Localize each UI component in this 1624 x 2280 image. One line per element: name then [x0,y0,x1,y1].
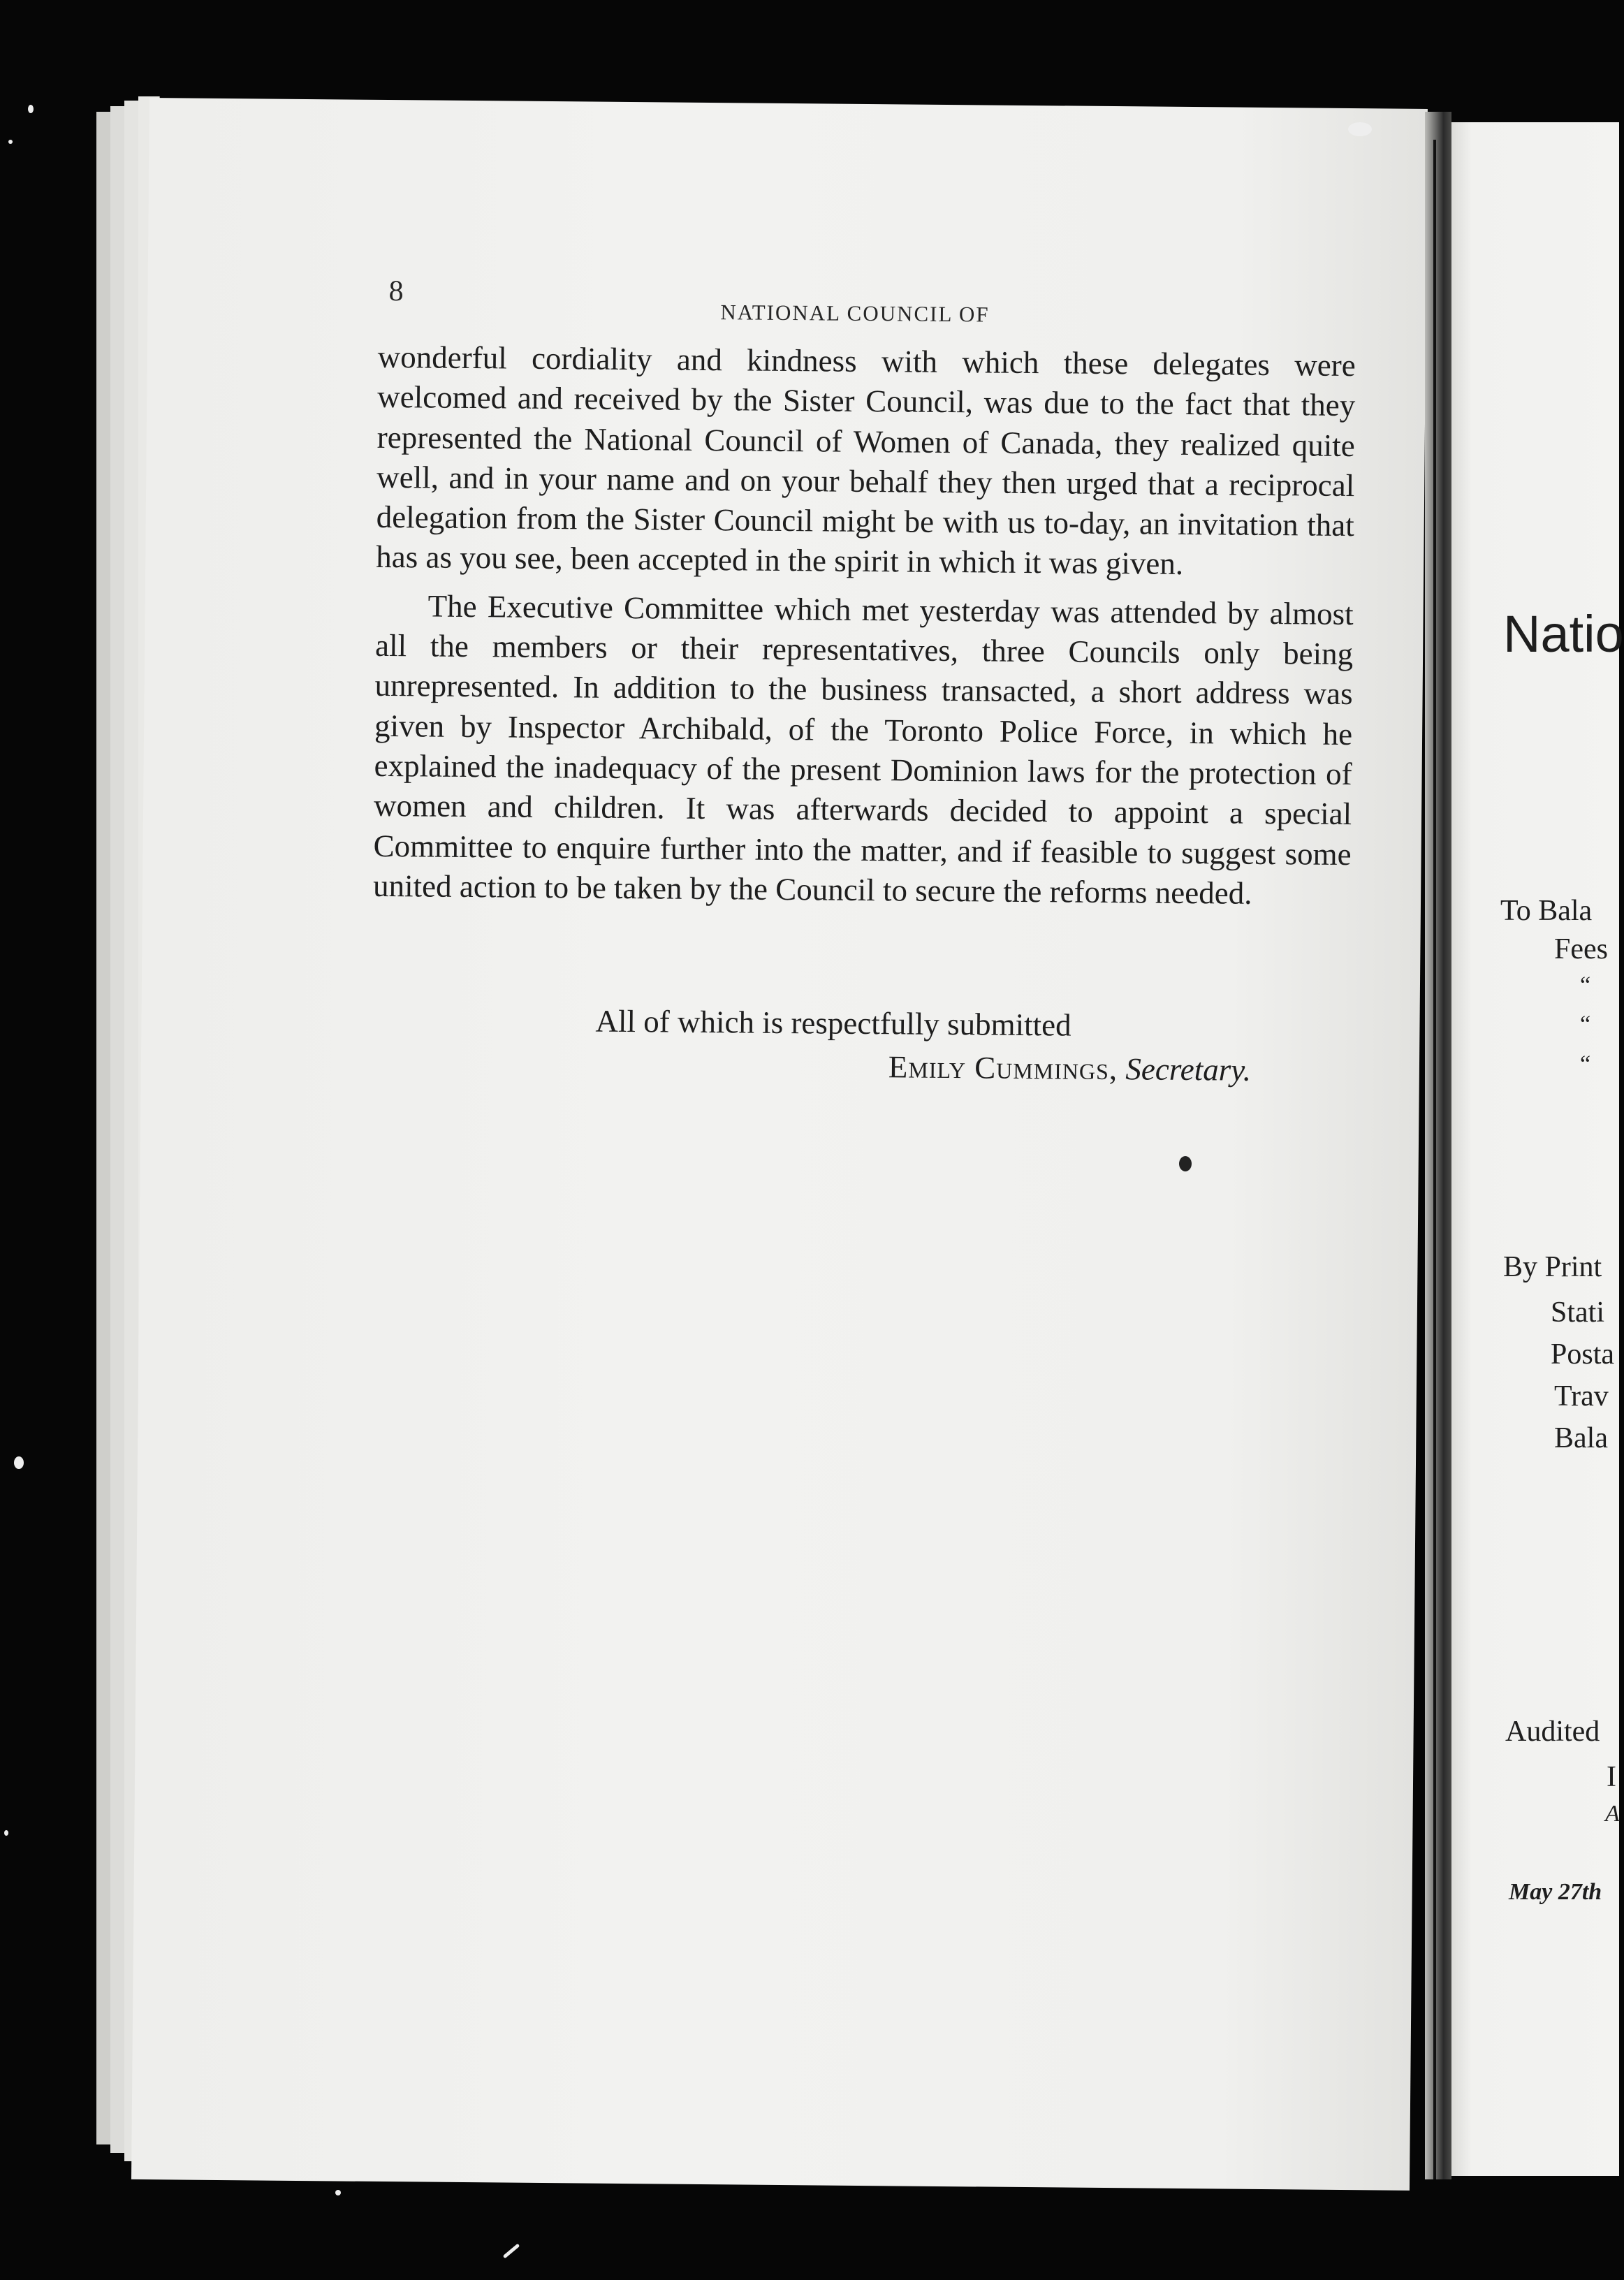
page-number: 8 [388,275,404,308]
signature-role: Secretary. [1125,1051,1252,1088]
right-page [1451,122,1619,2176]
date-line: May 27th [1509,1879,1602,1905]
receipt-line: To Bala [1500,895,1593,927]
payment-line: Stati [1551,1296,1605,1329]
audit-line: A [1605,1801,1620,1827]
receipt-line: “ [1580,1011,1591,1037]
paragraph: wonderful cordiality and kindness with which these delegates were welcomed and received by the Sister Council, was due to the fact that they represented the National Council of Women of Canada, they realized quite well, and in your name and on your behalf they then urged that a reciprocal delegation from the Sister Council might be with us to-day, an invitation that has as you see, been accepted in the spirit in which it was given. [376,339,1356,582]
left-page [131,98,1428,2191]
closing-line: All of which is respectfully submitted [595,1003,1071,1043]
payment-line: By Print [1503,1251,1602,1283]
dust-speck [335,2190,341,2195]
receipt-line: “ [1580,1051,1591,1077]
receipt-line: Fees [1554,933,1608,965]
payment-line: Posta [1551,1338,1615,1371]
running-head: NATIONAL COUNCIL OF [720,300,990,327]
gutter-line [1433,140,1436,2179]
dust-speck [1348,122,1372,136]
ink-spot [1179,1156,1192,1171]
receipt-line: “ [1580,972,1591,998]
right-page-title: Natio [1503,605,1624,663]
book-gutter [1425,112,1451,2179]
audited-line: Audited [1505,1716,1600,1748]
payment-line: Bala [1554,1422,1608,1454]
payment-line: Trav [1554,1380,1609,1412]
dust-speck [8,140,13,144]
body-text [373,337,1356,914]
dust-speck [503,2244,520,2259]
signature-name: Emily Cummings, [888,1049,1118,1087]
dust-speck [4,1830,8,1836]
dust-speck [14,1456,24,1469]
signature [888,1048,1251,1088]
dust-speck [28,105,34,113]
paragraph: The Executive Committee which met yesterday was attended by almost all the members or their representatives, three Councils only being unrepresented. In addition to the business transacted, a short address was given by Inspector Archibald, of the Toronto Police Force, in which he explained the inadequacy of the present Dominion laws for the protection of women and children. It was afterwards decided to appoint a special Committee to enquire further into the matter, and if feasible to suggest some united action to be taken by the Council to secure the reforms needed. [372,588,1354,911]
audit-line: I [1607,1761,1616,1793]
